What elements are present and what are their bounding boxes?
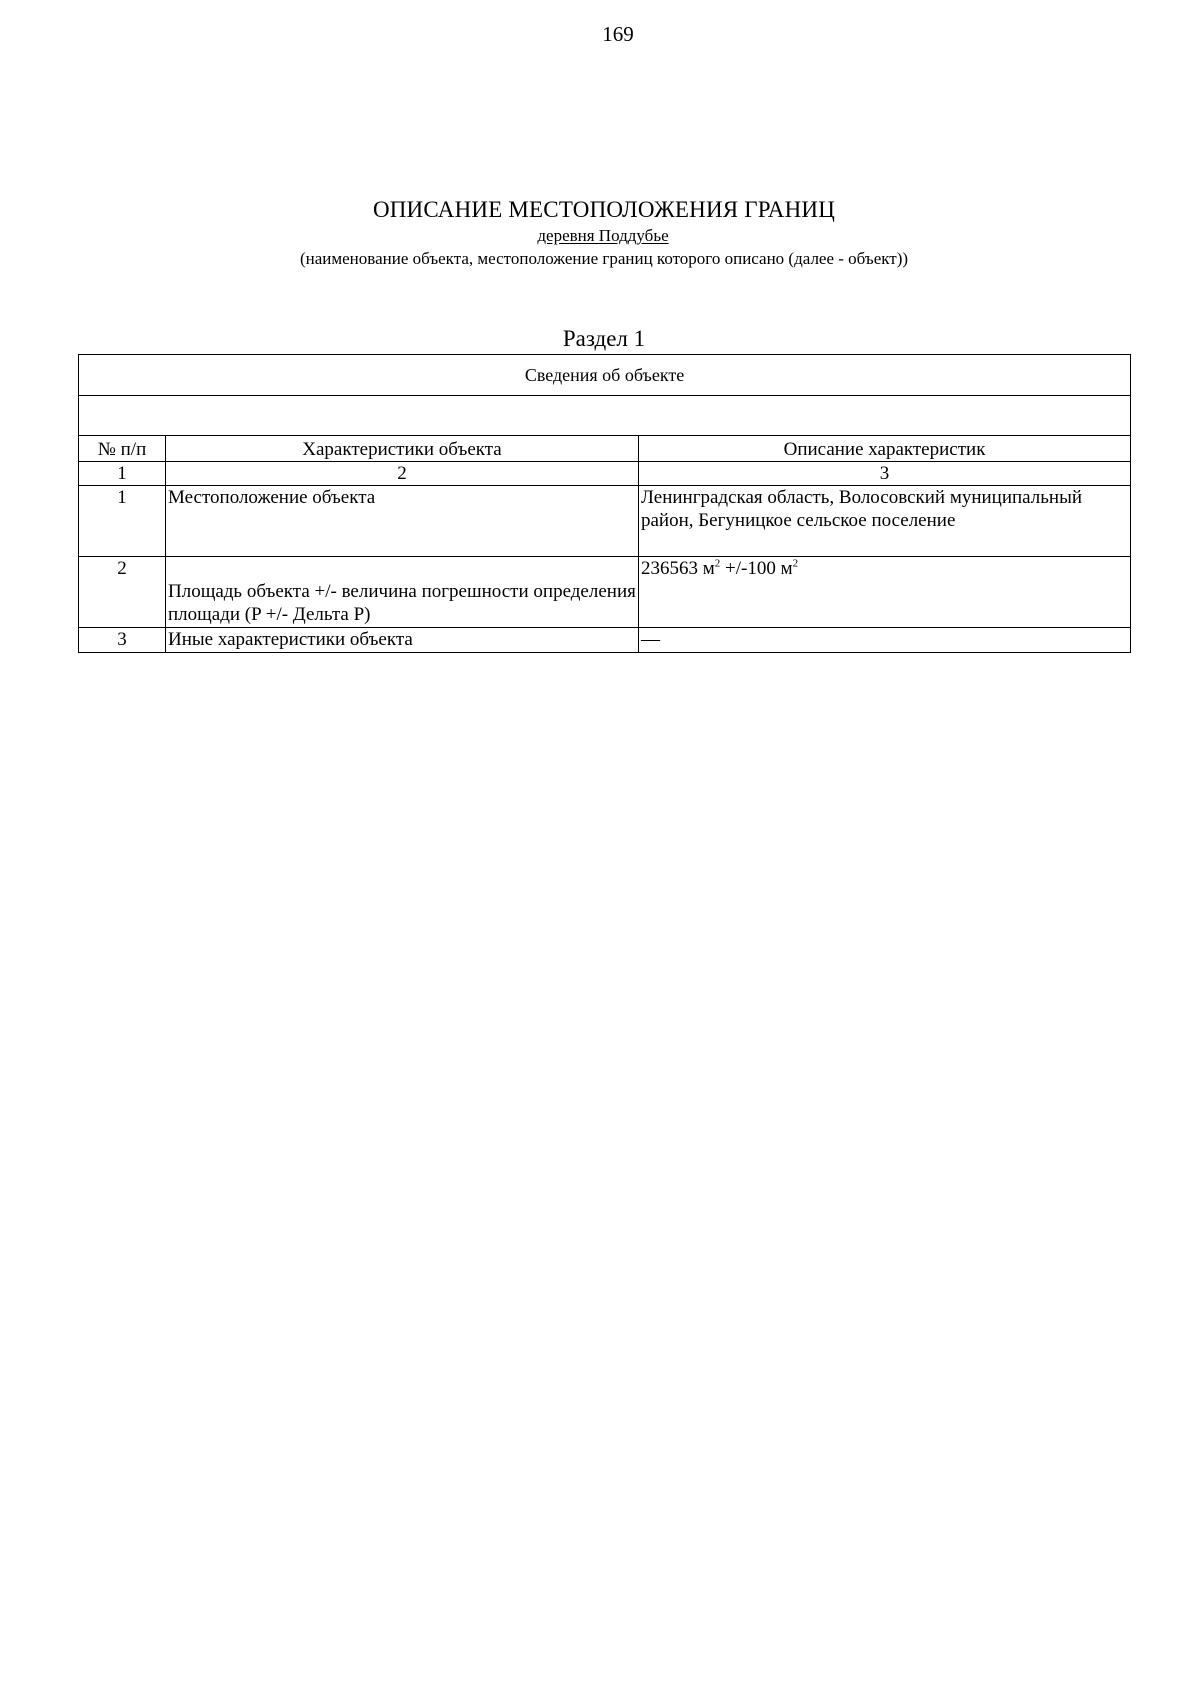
row-number: 2: [79, 557, 166, 628]
table-caption-row: [79, 355, 1131, 396]
page-number: 169: [602, 22, 634, 46]
row-number: 1: [79, 486, 166, 557]
object-info-table: [78, 354, 1131, 653]
row-characteristic-text: Площадь объекта +/- величина погрешности определения площади (P +/- Дельта P): [168, 581, 636, 625]
area-tolerance-exponent: 2: [792, 557, 799, 570]
area-value-exponent: 2: [714, 557, 721, 570]
table-column-numbers-row: [79, 462, 1131, 486]
section-title: Раздел 1: [562, 326, 646, 351]
column-number-3: 3: [639, 462, 1131, 486]
row-characteristic: [166, 557, 639, 628]
header-characteristic: Характеристики объекта: [166, 436, 639, 462]
table-row: [79, 628, 1131, 653]
table-blank-cell: [79, 396, 1131, 436]
table-row: [79, 486, 1131, 557]
object-name-caption: (наименование объекта, местоположение границ которого описано (далее - объект)): [299, 249, 909, 268]
object-name-text: деревня Поддубье: [537, 226, 669, 245]
table-header-row: [79, 436, 1131, 462]
row-description: Ленинградская область, Волосовский муниципальный район, Бегуницкое сельское поселение: [639, 486, 1131, 557]
table-blank-row: [79, 396, 1131, 436]
object-name: [0, 226, 1200, 246]
row-characteristic: Иные характеристики объекта: [166, 628, 639, 653]
header-number: № п/п: [79, 436, 166, 462]
row-characteristic: Местоположение объекта: [166, 486, 639, 557]
column-number-2: 2: [166, 462, 639, 486]
row-number: 3: [79, 628, 166, 653]
document-title: ОПИСАНИЕ МЕСТОПОЛОЖЕНИЯ ГРАНИЦ: [372, 197, 836, 222]
row-description: [639, 557, 1131, 628]
table-caption: Сведения об объекте: [79, 355, 1131, 396]
table-row: [79, 557, 1131, 628]
area-tolerance: +/-100 м: [720, 558, 793, 579]
row-description: —: [639, 628, 1131, 653]
header-description: Описание характеристик: [639, 436, 1131, 462]
area-value: 236563 м: [641, 558, 715, 579]
column-number-1: 1: [79, 462, 166, 486]
